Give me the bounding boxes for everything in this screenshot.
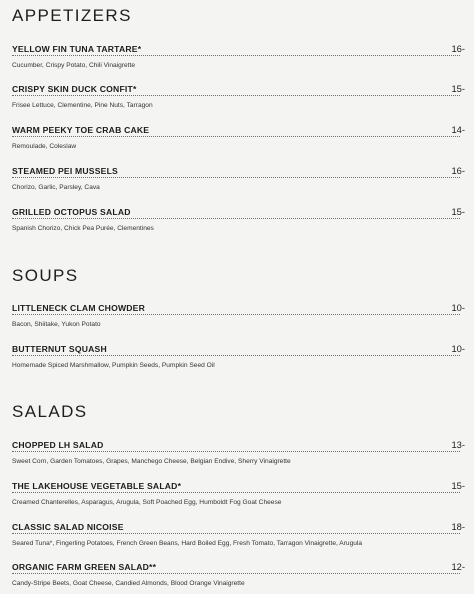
item-price: 16- [448, 43, 465, 55]
item-row [12, 124, 465, 138]
item-description: Creamed Chanterelles, Asparagus, Arugula, Soft Poached Egg, Humboldt Fog Goat Cheese [12, 499, 282, 506]
item-price: 10- [448, 343, 465, 355]
item-row [12, 302, 465, 316]
item-name: CLASSIC SALAD NICOISE [12, 521, 127, 533]
item-name: THE LAKEHOUSE VEGETABLE SALAD* [12, 480, 184, 492]
menu-item [12, 439, 465, 469]
dotted-leader [12, 573, 460, 574]
item-row [12, 439, 465, 453]
item-price: 15- [448, 480, 465, 492]
item-description: Candy-Stripe Beets, Goat Cheese, Candied Almonds, Blood Orange Vinaigrette [12, 580, 245, 587]
item-price: 12- [448, 561, 465, 573]
item-price: 13- [448, 439, 465, 451]
menu-item [12, 43, 465, 73]
item-price: 16- [448, 165, 465, 177]
menu-item [12, 206, 465, 236]
dotted-leader [12, 314, 460, 315]
item-name: CHOPPED LH SALAD [12, 439, 107, 451]
item-description: Frisee Lettuce, Clementine, Pine Nuts, Tarragon [12, 102, 153, 109]
menu-item [12, 165, 465, 195]
item-description: Homemade Spiced Marshmallow, Pumpkin Seeds, Pumpkin Seed Oil [12, 362, 215, 369]
item-description: Cucumber, Crispy Potato, Chili Vinaigrette [12, 62, 136, 69]
menu-item [12, 83, 465, 113]
item-row [12, 165, 465, 179]
item-description: Seared Tuna*, Fingerling Potatoes, French Green Beans, Hard Boiled Egg, Fresh Tomato, Tarragon Vinaigrette, Arugula [12, 540, 363, 547]
section-title-soups: SOUPS [12, 266, 79, 285]
menu-item [12, 480, 465, 510]
section-title-salads: SALADS [12, 402, 88, 421]
item-name: CRISPY SKIN DUCK CONFIT* [12, 83, 140, 95]
menu-item [12, 343, 465, 373]
dotted-leader [12, 136, 460, 137]
item-name: LITTLENECK CLAM CHOWDER [12, 302, 148, 314]
item-name: WARM PEEKY TOE CRAB CAKE [12, 124, 152, 136]
item-name: BUTTERNUT SQUASH [12, 343, 110, 355]
item-description: Spanish Chorizo, Chick Pea Purée, Clementines [12, 225, 154, 232]
item-row [12, 561, 465, 575]
item-row [12, 521, 465, 535]
item-price: 15- [448, 206, 465, 218]
menu-item [12, 521, 465, 551]
item-price: 10- [448, 302, 465, 314]
dotted-leader [12, 177, 460, 178]
item-price: 14- [448, 124, 465, 136]
item-description: Remoulade, Coleslaw [12, 143, 77, 150]
dotted-leader [12, 533, 460, 534]
item-description: Bacon, Shiitake, Yukon Potato [12, 321, 101, 328]
item-name: YELLOW FIN TUNA TARTARE* [12, 43, 144, 55]
item-price: 18- [448, 521, 465, 533]
item-name: ORGANIC FARM GREEN SALAD** [12, 561, 159, 573]
item-row [12, 206, 465, 220]
item-description: Sweet Corn, Garden Tomatoes, Grapes, Manchego Cheese, Belgian Endive, Sherry Vinaigrette [12, 458, 291, 465]
dotted-leader [12, 218, 460, 219]
menu-item [12, 124, 465, 154]
dotted-leader [12, 355, 460, 356]
item-row [12, 43, 465, 57]
item-price: 15- [448, 83, 465, 95]
item-row [12, 343, 465, 357]
item-row [12, 480, 465, 494]
dotted-leader [12, 55, 460, 56]
item-description: Chorizo, Garlic, Parsley, Cava [12, 184, 100, 191]
dotted-leader [12, 451, 460, 452]
item-name: GRILLED OCTOPUS SALAD [12, 206, 134, 218]
dotted-leader [12, 492, 460, 493]
menu-item [12, 561, 465, 591]
menu-item [12, 302, 465, 332]
item-row [12, 83, 465, 97]
dotted-leader [12, 95, 460, 96]
section-title-appetizers: APPETIZERS [12, 6, 132, 25]
item-name: STEAMED PEI MUSSELS [12, 165, 121, 177]
